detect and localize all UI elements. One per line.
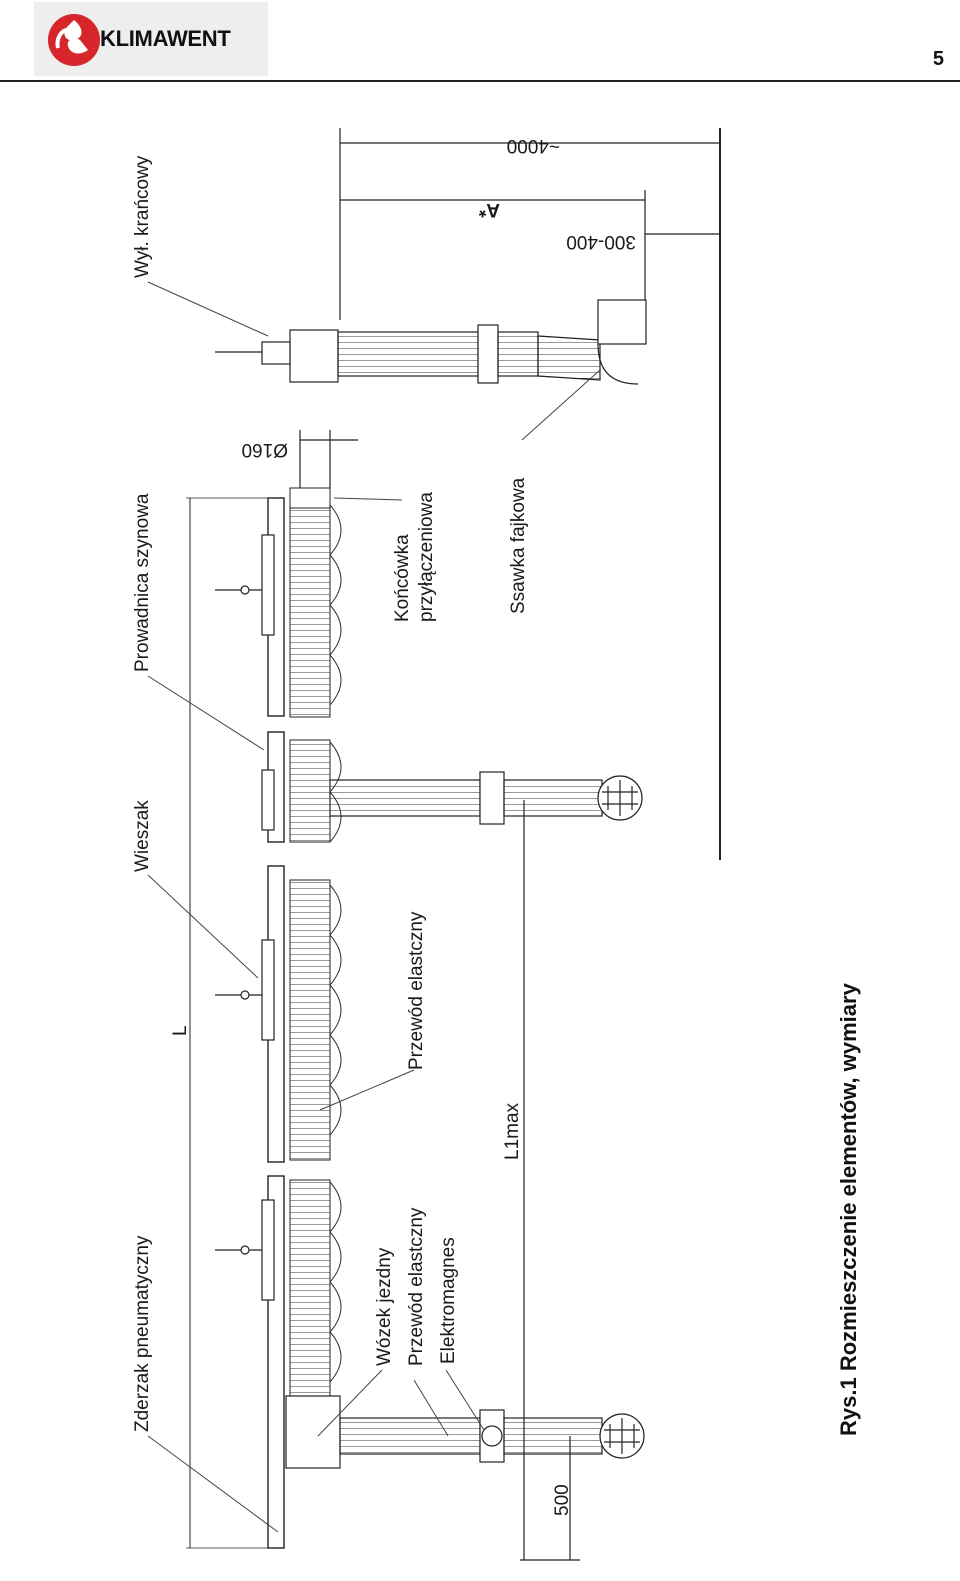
label-electromagnet: Elektromagnes xyxy=(438,1237,459,1364)
dim-a-star: A* xyxy=(478,199,500,220)
dim-500: 500 xyxy=(552,1484,573,1516)
label-end-piece-1: Końcówka xyxy=(392,534,413,622)
brand-name: KLIMAWENT xyxy=(100,26,231,51)
label-flex-hose-1: Przewód elastczny xyxy=(406,911,427,1070)
dim-300-400: 300-400 xyxy=(566,231,636,252)
label-end-piece-2: przyłączeniowa xyxy=(416,492,437,622)
label-nozzle: Ssawka fajkowa xyxy=(508,477,529,614)
middle-drop-hose xyxy=(330,772,642,824)
label-limit-switch: Wył. krańcowy xyxy=(132,155,153,278)
connection-end-piece xyxy=(290,488,330,508)
label-flex-hose-2: Przewód elastczny xyxy=(406,1207,427,1366)
figure-caption: Rys.1 Rozmieszczenie elementów, wymiary xyxy=(836,983,861,1436)
hose-loops xyxy=(330,505,341,1382)
dim-L1max: L1max xyxy=(502,1102,523,1160)
label-hanger: Wieszak xyxy=(132,800,153,872)
label-rail-guide: Prowadnica szynowa xyxy=(132,493,153,672)
page-number: 5 xyxy=(932,48,944,70)
dim-4000: ~4000 xyxy=(506,135,560,156)
dim-diameter: Ø160 xyxy=(241,439,288,460)
limit-switch-assembly xyxy=(215,300,646,384)
hangers xyxy=(215,535,274,1300)
label-trolley: Wózek jezdny xyxy=(374,1247,395,1366)
bottom-drop-hose xyxy=(286,1396,644,1468)
flexible-hose-upper xyxy=(290,505,330,1400)
dim-L: L xyxy=(170,1025,191,1036)
label-pneumatic-bumper: Zderzak pneumatyczny xyxy=(132,1235,153,1432)
